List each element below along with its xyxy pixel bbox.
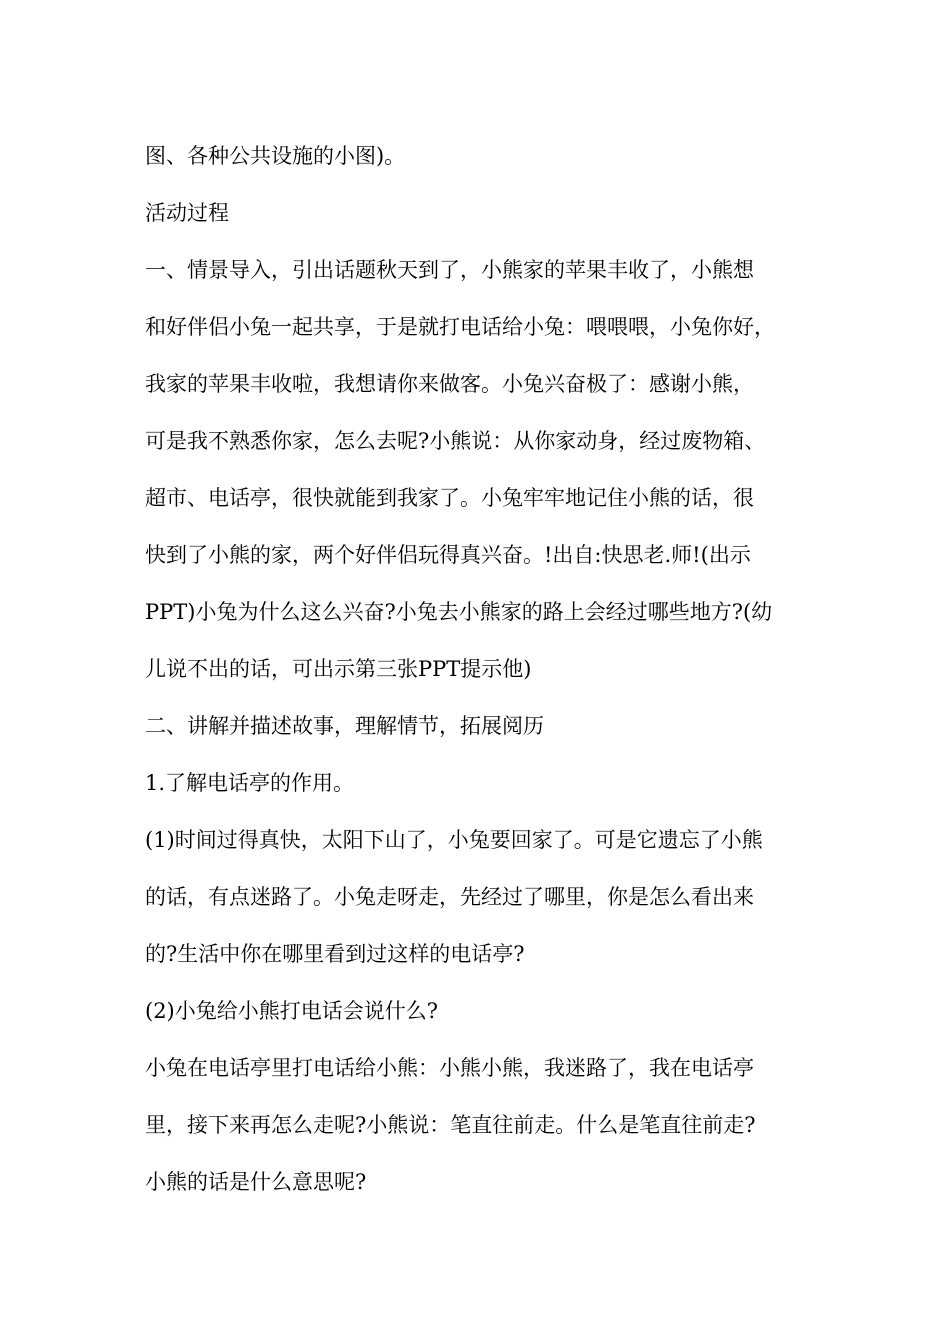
text-line: 的?生活中你在哪里看到过这样的电话亭? — [145, 942, 525, 966]
text-line: 图、各种公共设施的小图)。 — [145, 144, 406, 168]
text-line: (1)时间过得真快，太阳下山了，小兔要回家了。可是它遗忘了小熊 — [145, 828, 763, 852]
section-heading: 二、讲解并描述故事，理解情节，拓展阅历 — [145, 714, 544, 738]
text-line: (2)小兔给小熊打电话会说什么? — [145, 999, 439, 1023]
text-line: 小熊的话是什么意思呢? — [145, 1170, 367, 1194]
document-body — [145, 128, 825, 1211]
text-line: 的话，有点迷路了。小兔走呀走，先经过了哪里，你是怎么看出来 — [145, 885, 754, 909]
subsection-heading: 1.了解电话亭的作用。 — [145, 771, 355, 795]
text-line: 儿说不出的话，可出示第三张PPT提示他) — [145, 657, 532, 681]
text-line: 我家的苹果丰收啦，我想请你来做客。小兔兴奋极了：感谢小熊， — [145, 372, 754, 396]
text-line: 超市、电话亭，很快就能到我家了。小兔牢牢地记住小熊的话，很 — [145, 486, 754, 510]
text-line: 和好伴侣小兔一起共享，于是就打电话给小兔：喂喂喂，小兔你好， — [145, 315, 775, 339]
section-heading: 活动过程 — [145, 201, 229, 225]
text-line: 可是我不熟悉你家，怎么去呢?小熊说：从你家动身，经过废物箱、 — [145, 429, 766, 453]
text-line: 小兔在电话亭里打电话给小熊：小熊小熊，我迷路了，我在电话亭 — [145, 1056, 754, 1080]
text-line: 快到了小熊的家，两个好伴侣玩得真兴奋。!出自:快思老.师!(出示 — [145, 543, 751, 567]
text-line: PPT)小兔为什么这么兴奋?小兔去小熊家的路上会经过哪些地方?(幼 — [145, 600, 773, 624]
text-line: 里，接下来再怎么走呢?小熊说：笔直往前走。什么是笔直往前走? — [145, 1113, 756, 1137]
text-line: 一、情景导入，引出话题秋天到了，小熊家的苹果丰收了，小熊想 — [145, 258, 754, 282]
